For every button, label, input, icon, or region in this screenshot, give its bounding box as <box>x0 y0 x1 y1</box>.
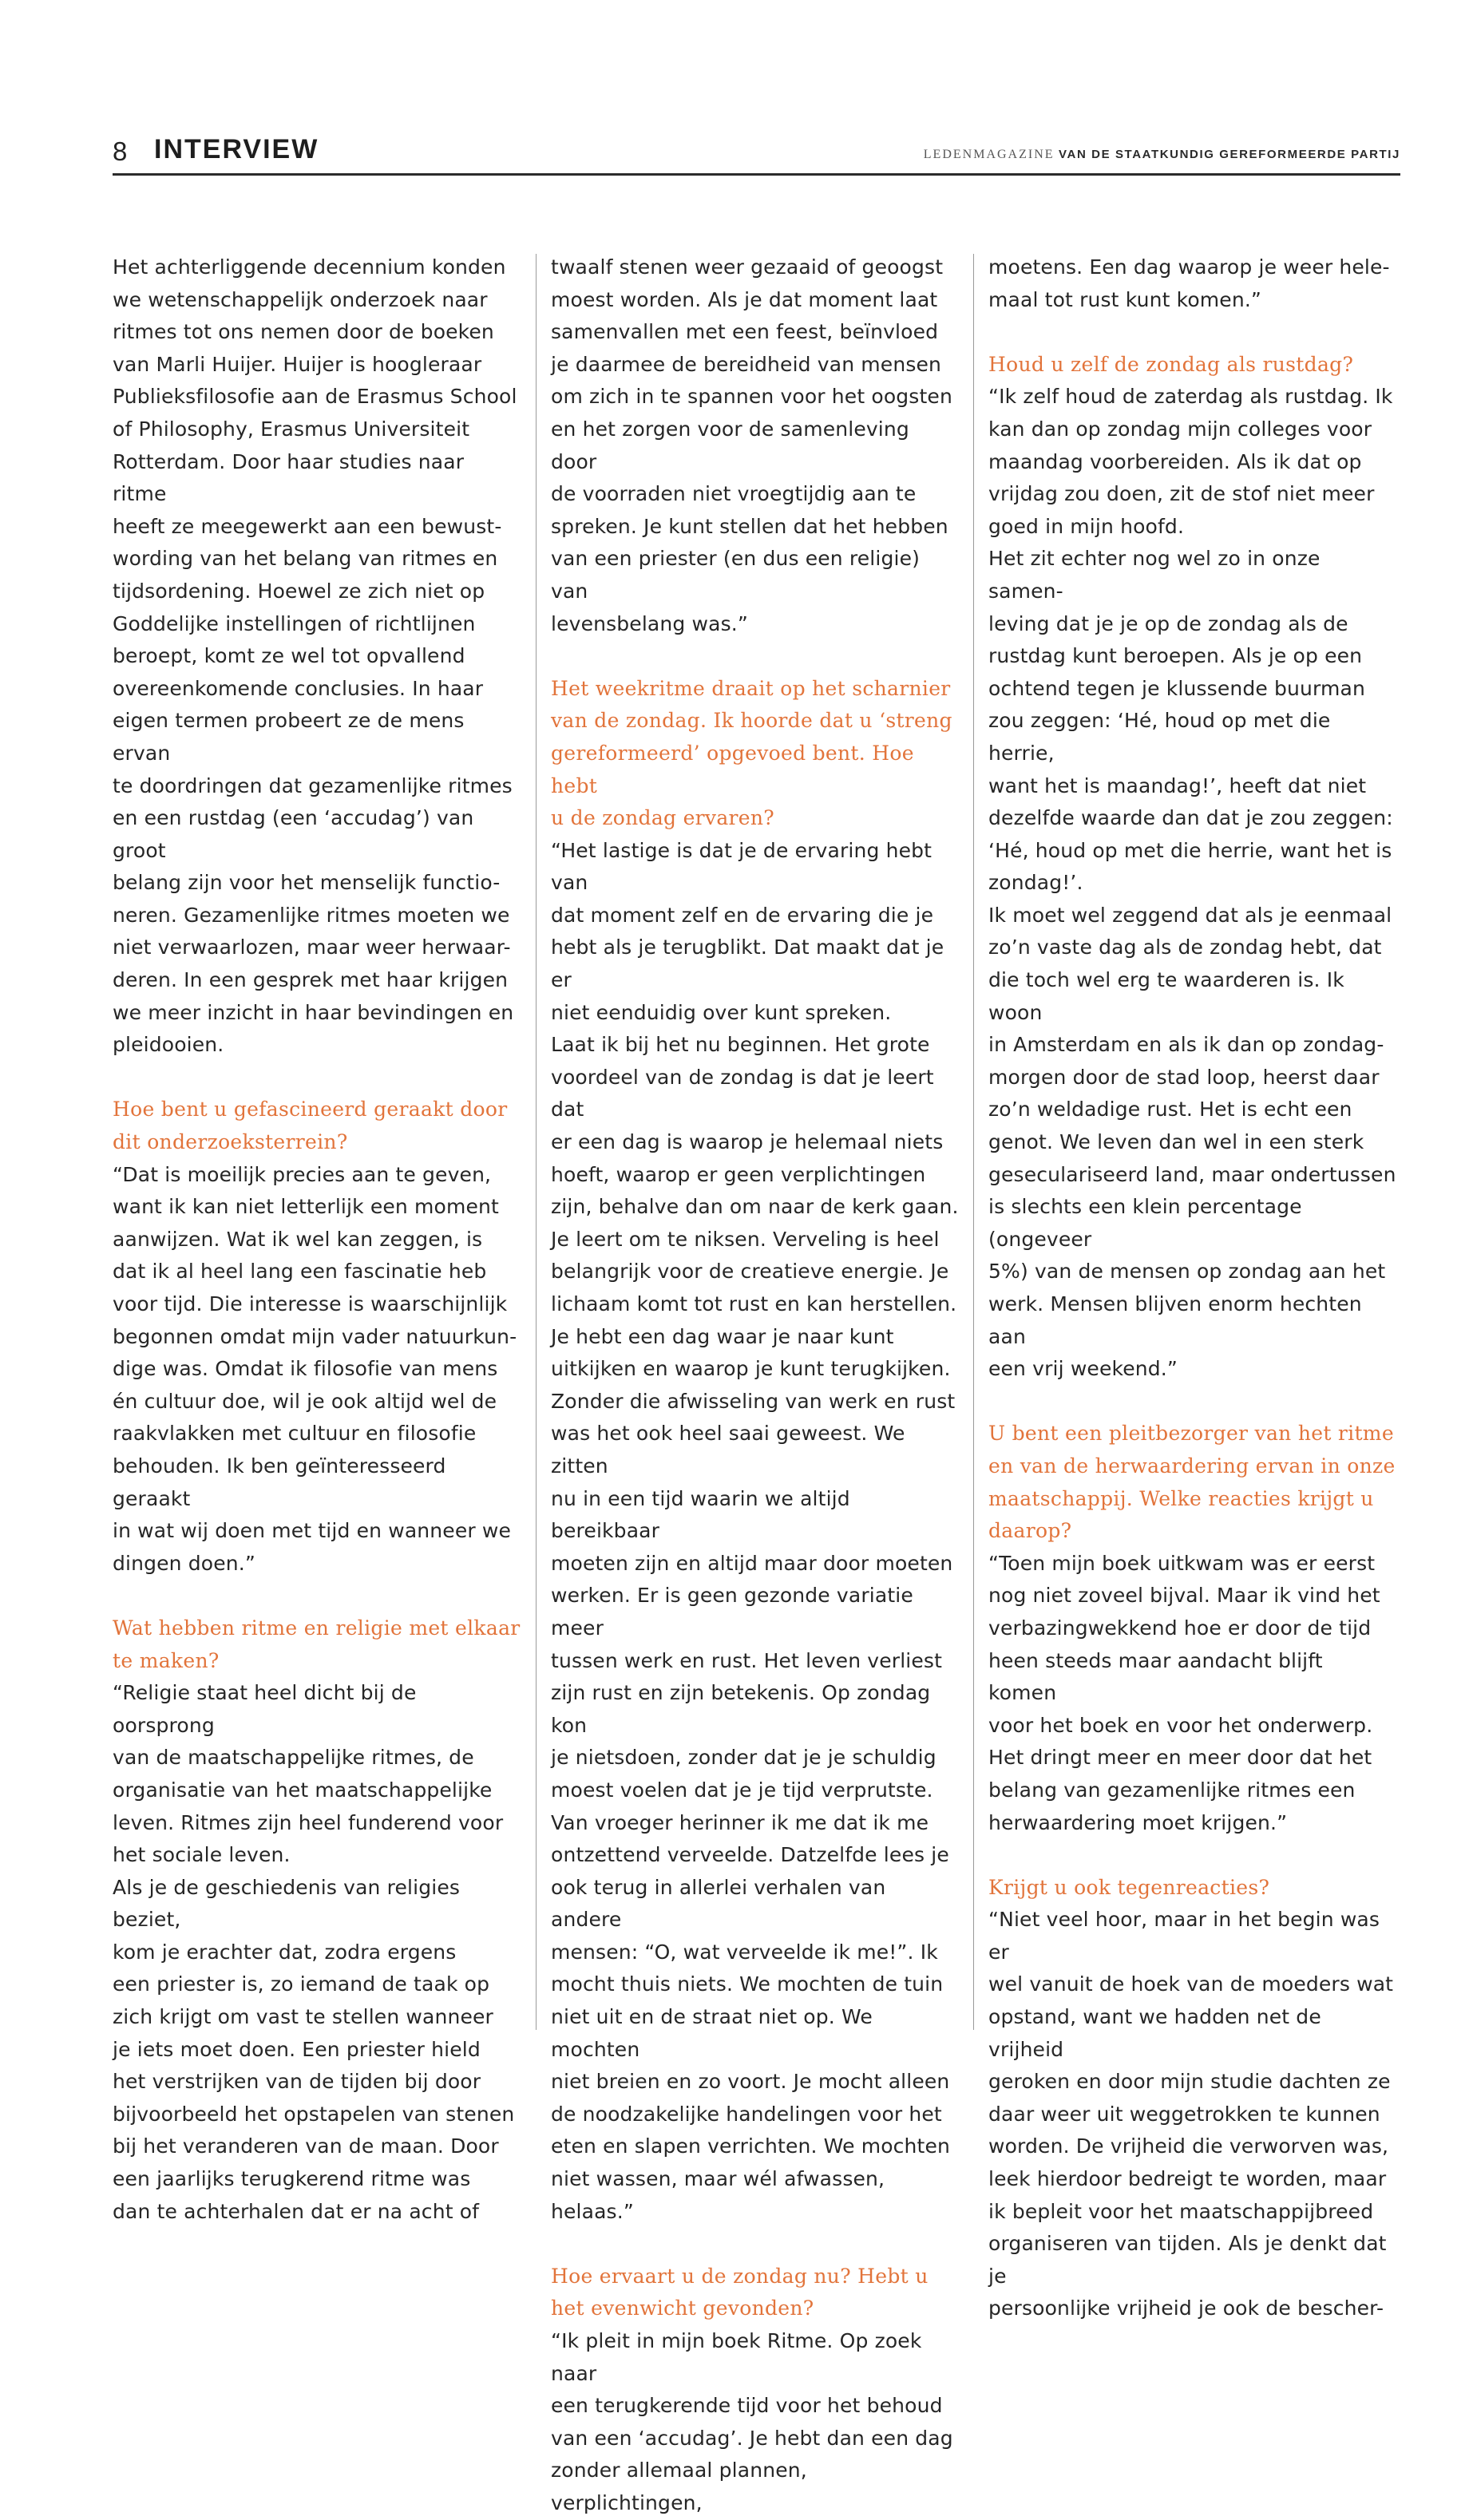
text-line: om zich in te spannen voor het oogsten <box>551 385 952 409</box>
text-line: Je hebt een dag waar je naar kunt <box>551 1324 894 1348</box>
text-line: eten en slapen verrichten. We mochten <box>551 2134 951 2158</box>
text-line: dat ik al heel lang een fascinatie heb <box>113 1260 487 1284</box>
text-line: was het ook heel saai geweest. We zitten <box>551 1422 905 1478</box>
text-line: heeft ze meegewerkt aan een bewust- <box>113 514 502 538</box>
text-line: deren. In een gesprek met haar krijgen <box>113 968 509 992</box>
text-line: geseculariseerd land, maar ondertussen <box>988 1162 1396 1186</box>
question-line: u de zondag ervaren? <box>551 806 774 830</box>
text-line: een jaarlijks terugkerend ritme was <box>113 2167 471 2191</box>
text-line: hoeft, waarop er geen verplichtingen <box>551 1162 926 1186</box>
question-line: Krijgt u ook tegenreacties? <box>988 1875 1270 1899</box>
text-line: zijn rust en zijn betekenis. Op zondag kon <box>551 1681 931 1737</box>
text-line: genot. We leven dan wel in een sterk <box>988 1130 1364 1154</box>
text-line: wording van het belang van ritmes en <box>113 547 498 571</box>
text-line: ontzettend verveelde. Datzelfde lees je <box>551 1843 949 1867</box>
text-line: samenvallen met een feest, beïnvloed <box>551 320 939 344</box>
text-line: opstand, want we hadden net de vrijheid <box>988 2005 1321 2061</box>
text-line: organiseren van tijden. Als je denkt dat je <box>988 2232 1387 2288</box>
text-line: nog niet zoveel bijval. Maar ik vind het <box>988 1584 1380 1608</box>
text-line: in Amsterdam en als ik dan op zondag- <box>988 1033 1384 1057</box>
text-line: voor het boek en voor het onderwerp. <box>988 1713 1373 1737</box>
text-line: en het zorgen voor de samenleving door <box>551 417 909 473</box>
text-line: we wetenschappelijk onderzoek naar <box>113 287 488 311</box>
text-line: “Religie staat heel dicht bij de oorsprong <box>113 1681 417 1737</box>
text-line: leek hierdoor bedreigt te worden, maar <box>988 2167 1387 2191</box>
question-line: Houd u zelf de zondag als rustdag? <box>988 352 1354 376</box>
question-line: Hoe ervaart u de zondag nu? Hebt u <box>551 2264 929 2288</box>
text-line: we meer inzicht in haar bevindingen en <box>113 1000 514 1024</box>
text-line: zo’n vaste dag als de zondag hebt, dat <box>988 936 1382 959</box>
text-line: het sociale leven. <box>113 1843 291 1867</box>
text-line: want het is maandag!’, heeft dat niet <box>988 773 1367 797</box>
text-line: raakvlakken met cultuur en filosofie <box>113 1422 477 1446</box>
text-line: worden. De vrijheid die verworven was, <box>988 2134 1389 2158</box>
text-line: of Philosophy, Erasmus Universiteit <box>113 417 470 441</box>
question-line: maatschappij. Welke reacties krijgt u <box>988 1486 1374 1510</box>
answer-paragraph <box>988 1548 1397 1839</box>
text-line: tijdsordening. Hoewel ze zich niet op <box>113 579 485 603</box>
column-1 <box>113 251 521 2228</box>
question-heading <box>988 1872 1397 1905</box>
text-line: zou zeggen: ‘Hé, houd op met die herrie, <box>988 709 1331 765</box>
text-line: die toch wel erg te waarderen is. Ik woon <box>988 968 1344 1024</box>
paragraph-gap <box>988 1839 1397 1872</box>
text-line: is slechts een klein percentage (ongeveer <box>988 1195 1302 1251</box>
text-line: geroken en door mijn studie dachten ze <box>988 2070 1391 2094</box>
text-line: Rotterdam. Door haar studies naar ritme <box>113 449 465 506</box>
text-line: persoonlijke vrijheid je ook de bescher- <box>988 2296 1384 2320</box>
section-title: INTERVIEW <box>154 134 319 164</box>
text-line: niet eenduidig over kunt spreken. <box>551 1000 892 1024</box>
text-line: je nietsdoen, zonder dat je je schuldig <box>551 1746 936 1770</box>
page-number: 8 <box>113 136 128 166</box>
text-line: beroept, komt ze wel tot opvallend <box>113 644 465 668</box>
question-line: Hoe bent u gefascineerd geraakt door <box>113 1098 508 1122</box>
text-line: hebt als je terugblikt. Dat maakt dat je er <box>551 936 944 992</box>
text-line: er een dag is waarop je helemaal niets <box>551 1130 944 1154</box>
text-line: je iets moet doen. Een priester hield <box>113 2037 481 2061</box>
column-divider <box>536 254 537 2030</box>
text-line: niet wassen, maar wél afwassen, helaas.” <box>551 2167 885 2223</box>
text-line: je daarmee de bereidheid van mensen <box>551 352 942 376</box>
paragraph-gap <box>113 1062 521 1094</box>
text-line: kan dan op zondag mijn colleges voor <box>988 417 1372 441</box>
answer-paragraph <box>988 381 1397 1385</box>
question-line: en van de herwaardering ervan in onze <box>988 1454 1396 1478</box>
text-line: werk. Mensen blijven enorm hechten aan <box>988 1292 1362 1348</box>
question-line: daarop? <box>988 1519 1072 1543</box>
text-line: maandag voorbereiden. Als ik dat op <box>988 449 1362 473</box>
header-rule <box>113 173 1400 176</box>
text-line: goed in mijn hoofd. <box>988 514 1185 538</box>
text-line: neren. Gezamenlijke ritmes moeten we <box>113 903 510 927</box>
text-line: twaalf stenen weer gezaaid of geoogst <box>551 255 944 279</box>
text-line: dan te achterhalen dat er na acht of <box>113 2199 480 2223</box>
text-line: zijn, behalve dan om naar de kerk gaan. <box>551 1195 959 1219</box>
text-line: niet uit en de straat niet op. We mochten <box>551 2005 873 2061</box>
text-line: vrijdag zou doen, zit de stof niet meer <box>988 482 1375 506</box>
text-line: Je leert om te niksen. Verveling is heel <box>551 1227 940 1251</box>
text-line: voor tijd. Die interesse is waarschijnlijk <box>113 1292 508 1315</box>
text-line: dingen doen.” <box>113 1551 255 1575</box>
text-line: belang zijn voor het menselijk functio- <box>113 871 501 895</box>
text-line: de noodzakelijke handelingen voor het <box>551 2102 942 2126</box>
text-line: mensen: “O, wat verveelde ik me!”. Ik <box>551 1940 938 1964</box>
question-line: Het weekritme draait op het scharnier <box>551 676 951 700</box>
paragraph-gap <box>551 2228 960 2261</box>
text-line: “Ik zelf houd de zaterdag als rustdag. Ik <box>988 385 1393 409</box>
text-line: het verstrijken van de tijden bij door <box>113 2070 481 2094</box>
text-line: lichaam komt tot rust en kan herstellen. <box>551 1292 957 1315</box>
text-line: organisatie van het maatschappelijke <box>113 1778 493 1802</box>
text-line: belang van gezamenlijke ritmes een <box>988 1778 1356 1802</box>
text-line: verbazingwekkend hoe er door de tijd <box>988 1616 1372 1640</box>
text-line: leving dat je je op de zondag als de <box>988 611 1348 635</box>
text-line: moeten zijn en altijd maar door moeten <box>551 1551 953 1575</box>
text-line: tussen werk en rust. Het leven verliest <box>551 1648 943 1672</box>
text-line: 5%) van de mensen op zondag aan het <box>988 1260 1386 1284</box>
text-line: van een priester (en dus een religie) van <box>551 547 921 603</box>
text-line: zich krijgt om vast te stellen wanneer <box>113 2005 493 2029</box>
text-line: werken. Er is geen gezonde variatie meer <box>551 1584 913 1640</box>
text-line: Het dringt meer en meer door dat het <box>988 1746 1372 1770</box>
text-line: moetens. Een dag waarop je weer hele- <box>988 255 1390 279</box>
question-line: U bent een pleitbezorger van het ritme <box>988 1422 1394 1446</box>
text-line: “Dat is moeilijk precies aan te geven, <box>113 1162 492 1186</box>
text-line: eigen termen probeert ze de mens ervan <box>113 709 465 765</box>
text-line: Het achterliggende decennium konden <box>113 255 506 279</box>
text-line: spreken. Je kunt stellen dat het hebben <box>551 514 948 538</box>
text-line: Ik moet wel zeggend dat als je eenmaal <box>988 903 1392 927</box>
text-line: ik bepleit voor het maatschappijbreed <box>988 2199 1374 2223</box>
answer-paragraph <box>113 1677 521 2228</box>
text-line: dige was. Omdat ik filosofie van mens <box>113 1357 498 1381</box>
text-line: én cultuur doe, wil je ook altijd wel de <box>113 1389 497 1413</box>
text-line: begonnen omdat mijn vader natuurkun- <box>113 1324 517 1348</box>
text-line: Laat ik bij het nu beginnen. Het grote <box>551 1033 930 1057</box>
text-line: Zonder die afwisseling van werk en rust <box>551 1389 956 1413</box>
question-line: te maken? <box>113 1648 220 1672</box>
column-2 <box>551 251 960 2520</box>
answer-paragraph <box>988 251 1397 316</box>
text-line: ritmes tot ons nemen door de boeken <box>113 320 494 344</box>
page-header <box>113 134 1400 176</box>
text-line: uitkijken en waarop je kunt terugkijken. <box>551 1357 951 1381</box>
intro-paragraph <box>113 251 521 1062</box>
question-line: het evenwicht gevonden? <box>551 2296 814 2320</box>
text-line: mocht thuis niets. We mochten de tuin <box>551 1972 944 1996</box>
text-line: pleidooien. <box>113 1033 224 1057</box>
masthead-light: LEDENMAGAZINE <box>923 148 1055 161</box>
text-line: ‘Hé, houd op met die herrie, want het is <box>988 838 1392 862</box>
answer-paragraph <box>113 1159 521 1580</box>
text-line: morgen door de stad loop, heerst daar <box>988 1065 1380 1089</box>
question-line: Wat hebben ritme en religie met elkaar <box>113 1616 521 1640</box>
answer-paragraph <box>551 251 960 640</box>
text-line: ook terug in allerlei verhalen van andere <box>551 1875 886 1932</box>
text-line: zondag!’. <box>988 871 1083 895</box>
question-heading <box>551 2261 960 2325</box>
text-line: zo’n weldadige rust. Het is echt een <box>988 1098 1352 1122</box>
masthead <box>924 148 1400 162</box>
text-line: herwaardering moet krijgen.” <box>988 1810 1288 1834</box>
text-line: de voorraden niet vroegtijdig aan te <box>551 482 917 506</box>
text-line: niet breien en zo voort. Je mocht alleen <box>551 2070 950 2094</box>
question-line: gereformeerd’ opgevoed bent. Hoe hebt <box>551 741 914 797</box>
column-3 <box>988 251 1397 2325</box>
answer-paragraph <box>988 1904 1397 2325</box>
paragraph-gap <box>988 316 1397 349</box>
text-line: van een ‘accudag’. Je hebt dan een dag <box>551 2426 953 2450</box>
answer-paragraph <box>551 2325 960 2520</box>
question-heading <box>988 349 1397 382</box>
text-line: een vrij weekend.” <box>988 1357 1178 1381</box>
text-line: rustdag kunt beroepen. Als je op een <box>988 644 1363 668</box>
question-heading <box>113 1094 521 1158</box>
text-line: Publieksfilosofie aan de Erasmus School <box>113 385 517 409</box>
text-line: kom je erachter dat, zodra ergens <box>113 1940 457 1964</box>
text-line: heen steeds maar aandacht blijft komen <box>988 1648 1323 1705</box>
text-line: belangrijk voor de creatieve energie. Je <box>551 1260 949 1284</box>
text-line: levensbelang was.” <box>551 611 748 635</box>
paragraph-gap <box>113 1580 521 1612</box>
paragraph-gap <box>551 640 960 673</box>
masthead-bold: VAN DE STAATKUNDIG GEREFORMEERDE PARTIJ <box>1059 148 1400 161</box>
text-line: te doordringen dat gezamenlijke ritmes <box>113 773 513 797</box>
text-line: bij het veranderen van de maan. Door <box>113 2134 499 2158</box>
text-line: “Toen mijn boek uitkwam was er eerst <box>988 1551 1376 1575</box>
paragraph-gap <box>988 1386 1397 1418</box>
text-line: Van vroeger herinner ik me dat ik me <box>551 1810 929 1834</box>
text-line: voordeel van de zondag is dat je leert dat <box>551 1065 934 1122</box>
text-line: daar weer uit weggetrokken te kunnen <box>988 2102 1380 2126</box>
text-line: want ik kan niet letterlijk een moment <box>113 1195 499 1219</box>
answer-paragraph <box>551 835 960 2229</box>
text-line: Het zit echter nog wel zo in onze samen- <box>988 547 1321 603</box>
text-line: en een rustdag (een ‘accudag’) van groot <box>113 806 474 862</box>
question-line: van de zondag. Ik hoorde dat u ‘streng <box>551 709 952 733</box>
text-line: “Niet veel hoor, maar in het begin was er <box>988 1908 1380 1964</box>
text-line: een priester is, zo iemand de taak op <box>113 1972 490 1996</box>
text-line: dezelfde waarde dan dat je zou zeggen: <box>988 806 1393 830</box>
text-line: moest worden. Als je dat moment laat <box>551 287 938 311</box>
text-line: “Het lastige is dat je de ervaring hebt van <box>551 838 933 895</box>
text-line: maal tot rust kunt komen.” <box>988 287 1262 311</box>
text-line: moest voelen dat je je tijd verprutste. <box>551 1778 933 1802</box>
text-line: “Ik pleit in mijn boek Ritme. Op zoek naar <box>551 2329 922 2385</box>
text-line: in wat wij doen met tijd en wanneer we <box>113 1519 512 1543</box>
text-line: ochtend tegen je klussende buurman <box>988 676 1365 700</box>
text-line: dat moment zelf en de ervaring die je <box>551 903 934 927</box>
text-line: aanwijzen. Wat ik wel kan zeggen, is <box>113 1227 483 1251</box>
text-line: van Marli Huijer. Huijer is hoogleraar <box>113 352 482 376</box>
text-line: behouden. Ik ben geïnteresseerd geraakt <box>113 1454 446 1510</box>
question-heading <box>988 1418 1397 1547</box>
text-line: overeenkomende conclusies. In haar <box>113 676 484 700</box>
text-line: bijvoorbeeld het opstapelen van stenen <box>113 2102 515 2126</box>
column-divider <box>973 254 974 2030</box>
text-line: een terugkerende tijd voor het behoud <box>551 2394 943 2418</box>
text-line: niet verwaarlozen, maar weer herwaar- <box>113 936 511 959</box>
question-heading <box>551 673 960 835</box>
text-line: leven. Ritmes zijn heel funderend voor <box>113 1810 504 1834</box>
text-line: van de maatschappelijke ritmes, de <box>113 1746 474 1770</box>
text-line: Als je de geschiedenis van religies beziet, <box>113 1875 461 1932</box>
question-line: dit onderzoeksterrein? <box>113 1130 348 1154</box>
text-line: nu in een tijd waarin we altijd bereikbaar <box>551 1486 850 1543</box>
text-line: wel vanuit de hoek van de moeders wat <box>988 1972 1394 1996</box>
text-line: Goddelijke instellingen of richtlijnen <box>113 611 476 635</box>
text-line: zonder allemaal plannen, verplichtingen, <box>551 2459 807 2514</box>
question-heading <box>113 1612 521 1677</box>
